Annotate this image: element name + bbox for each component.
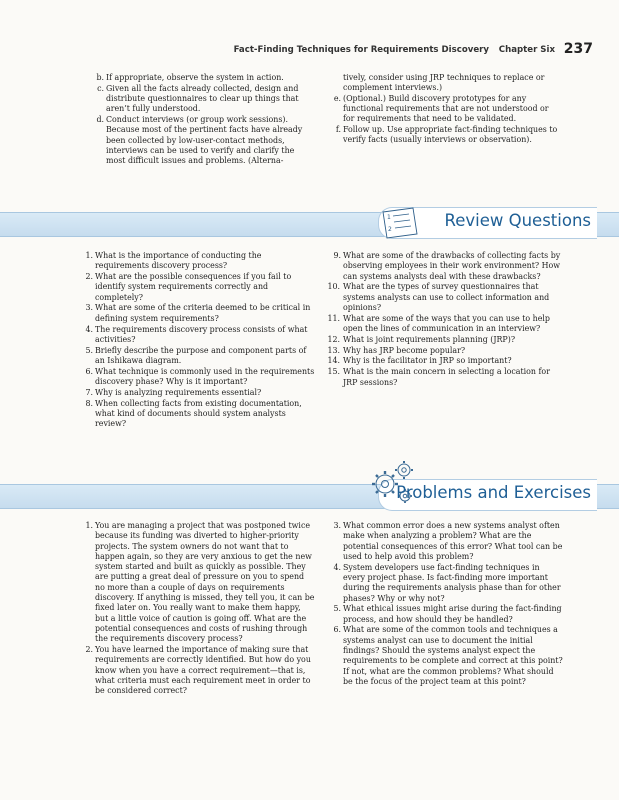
list-item: 10. What are the types of survey questionnaires that systems analysts can use to collect information and opinions? <box>327 282 550 312</box>
list-item: 7. Why is analyzing requirements essential? <box>85 387 262 397</box>
chapter-label: Chapter Six <box>498 45 555 55</box>
list-item: f. Follow up. Use appropriate fact-finding techniques to verify facts (usually interviews or observation). <box>335 124 558 145</box>
list-item: 13. Why has JRP become popular? <box>327 345 466 355</box>
list-item: 6. What technique is commonly used in the requirements discovery phase? Why is it important? <box>85 366 315 387</box>
list-item: 6. What are some of the common tools and techniques a systems analyst can use to document the initial findings? Should the systems analyst expect the requirements to be complete and correct at this point? If not, what are the common problems? What should be the focus of the project team at this point? <box>333 625 563 686</box>
running-header <box>0 41 619 60</box>
list-item: c. Given all the facts already collected, design and distribute questionnaires to clear up things that aren’t fully understood. <box>97 83 299 114</box>
list-item: 11. What are some of the ways that you can use to help open the lines of communication in an interview? <box>327 313 550 334</box>
list-item: 9. What are some of the drawbacks of collecting facts by observing employees in their work environment? How can systems analysts deal with these drawbacks? <box>333 251 561 281</box>
review-left-column <box>82 251 315 430</box>
list-item: 5. Briefly describe the purpose and component parts of an Ishikawa diagram. <box>85 345 307 365</box>
list-item: 8. When collecting facts from existing documentation, what kind of documents should system analysts review? <box>85 398 302 429</box>
list-item: 3. What common error does a new systems analyst often make when analyzing a problem? What are the potential consequences of this error? What tool can be used to help avoid this problem? <box>333 521 563 561</box>
list-item: 14. Why is the facilitator in JRP so important? <box>327 356 512 366</box>
list-item: 12. What is joint requirements planning (JRP)? <box>327 334 516 344</box>
top-left-column <box>93 73 315 167</box>
list-item: 2. You have learned the importance of making sure that requirements are correctly identified. But how do you know when you have a correct requirement—that is, what criteria must each requirement meet in order to be considered correct? <box>85 645 311 696</box>
list-item: b. If appropriate, observe the system in action. <box>96 73 284 82</box>
section-title: Problems and Exercises <box>396 483 591 502</box>
list-item: e. (Optional.) Build discovery prototypes for any functional requirements that are not understood or for requirements that need to be validated. <box>333 93 549 124</box>
list-item: 5. What ethical issues might arise during the fact-finding process, and how should they be handled? <box>333 604 562 624</box>
review-right-column <box>327 251 566 388</box>
list-item: 4. System developers use fact-finding techniques in every project phase. Is fact-finding more important during the requirements analysis phase than for other phases? Why or why not? <box>333 562 561 603</box>
review-questions-banner <box>0 208 619 238</box>
svg-text:1: 1 <box>387 214 391 221</box>
list-item: 1. What is the importance of conducting the requirements discovery process? <box>85 251 262 271</box>
section-title: Review Questions <box>444 211 591 230</box>
list-item: 15. What is the main concern in selecting a location for JRP sessions? <box>327 367 550 387</box>
continuation-text: tively, consider using JRP techniques to replace or complement interviews.) <box>343 73 545 93</box>
problems-left-column <box>82 521 315 697</box>
problems-exercises-banner <box>0 480 619 510</box>
list-item: 4. The requirements discovery process consists of what activities? <box>85 324 308 344</box>
page-number: 237 <box>563 41 593 57</box>
top-right-column <box>330 73 560 146</box>
running-title: Fact-Finding Techniques for Requirements Discovery <box>233 45 489 55</box>
list-item: d. Conduct interviews (or group work sessions). Because most of the pertinent facts have already been collected by low-user-contact methods, interviews can be used to verify and clarify the most difficult issues and problems. (Alterna- <box>96 115 303 166</box>
list-item: 1. You are managing a project that was postponed twice because its funding was diverted to higher-priority projects. The system owners do not want that to happen again, so they are very anxious to get the new system started and built as quickly as possible. They are putting a great deal of pressure on you to spend no more than a couple of days on requirements discovery. If anything is missed, they tell you, it can be fixed later on. You really want to make them happy, but a little voice of caution is going off. What are the potential consequences and costs of rushing through the requirements discovery process? <box>85 521 315 644</box>
svg-text:2: 2 <box>388 226 392 233</box>
list-item: 2. What are the possible consequences if you fail to identify system requirements correctly and completely? <box>85 272 292 302</box>
checklist-icon <box>379 206 423 240</box>
problems-right-column <box>330 521 564 688</box>
list-item: 3. What are some of the criteria deemed to be critical in defining system requirements? <box>85 303 311 323</box>
